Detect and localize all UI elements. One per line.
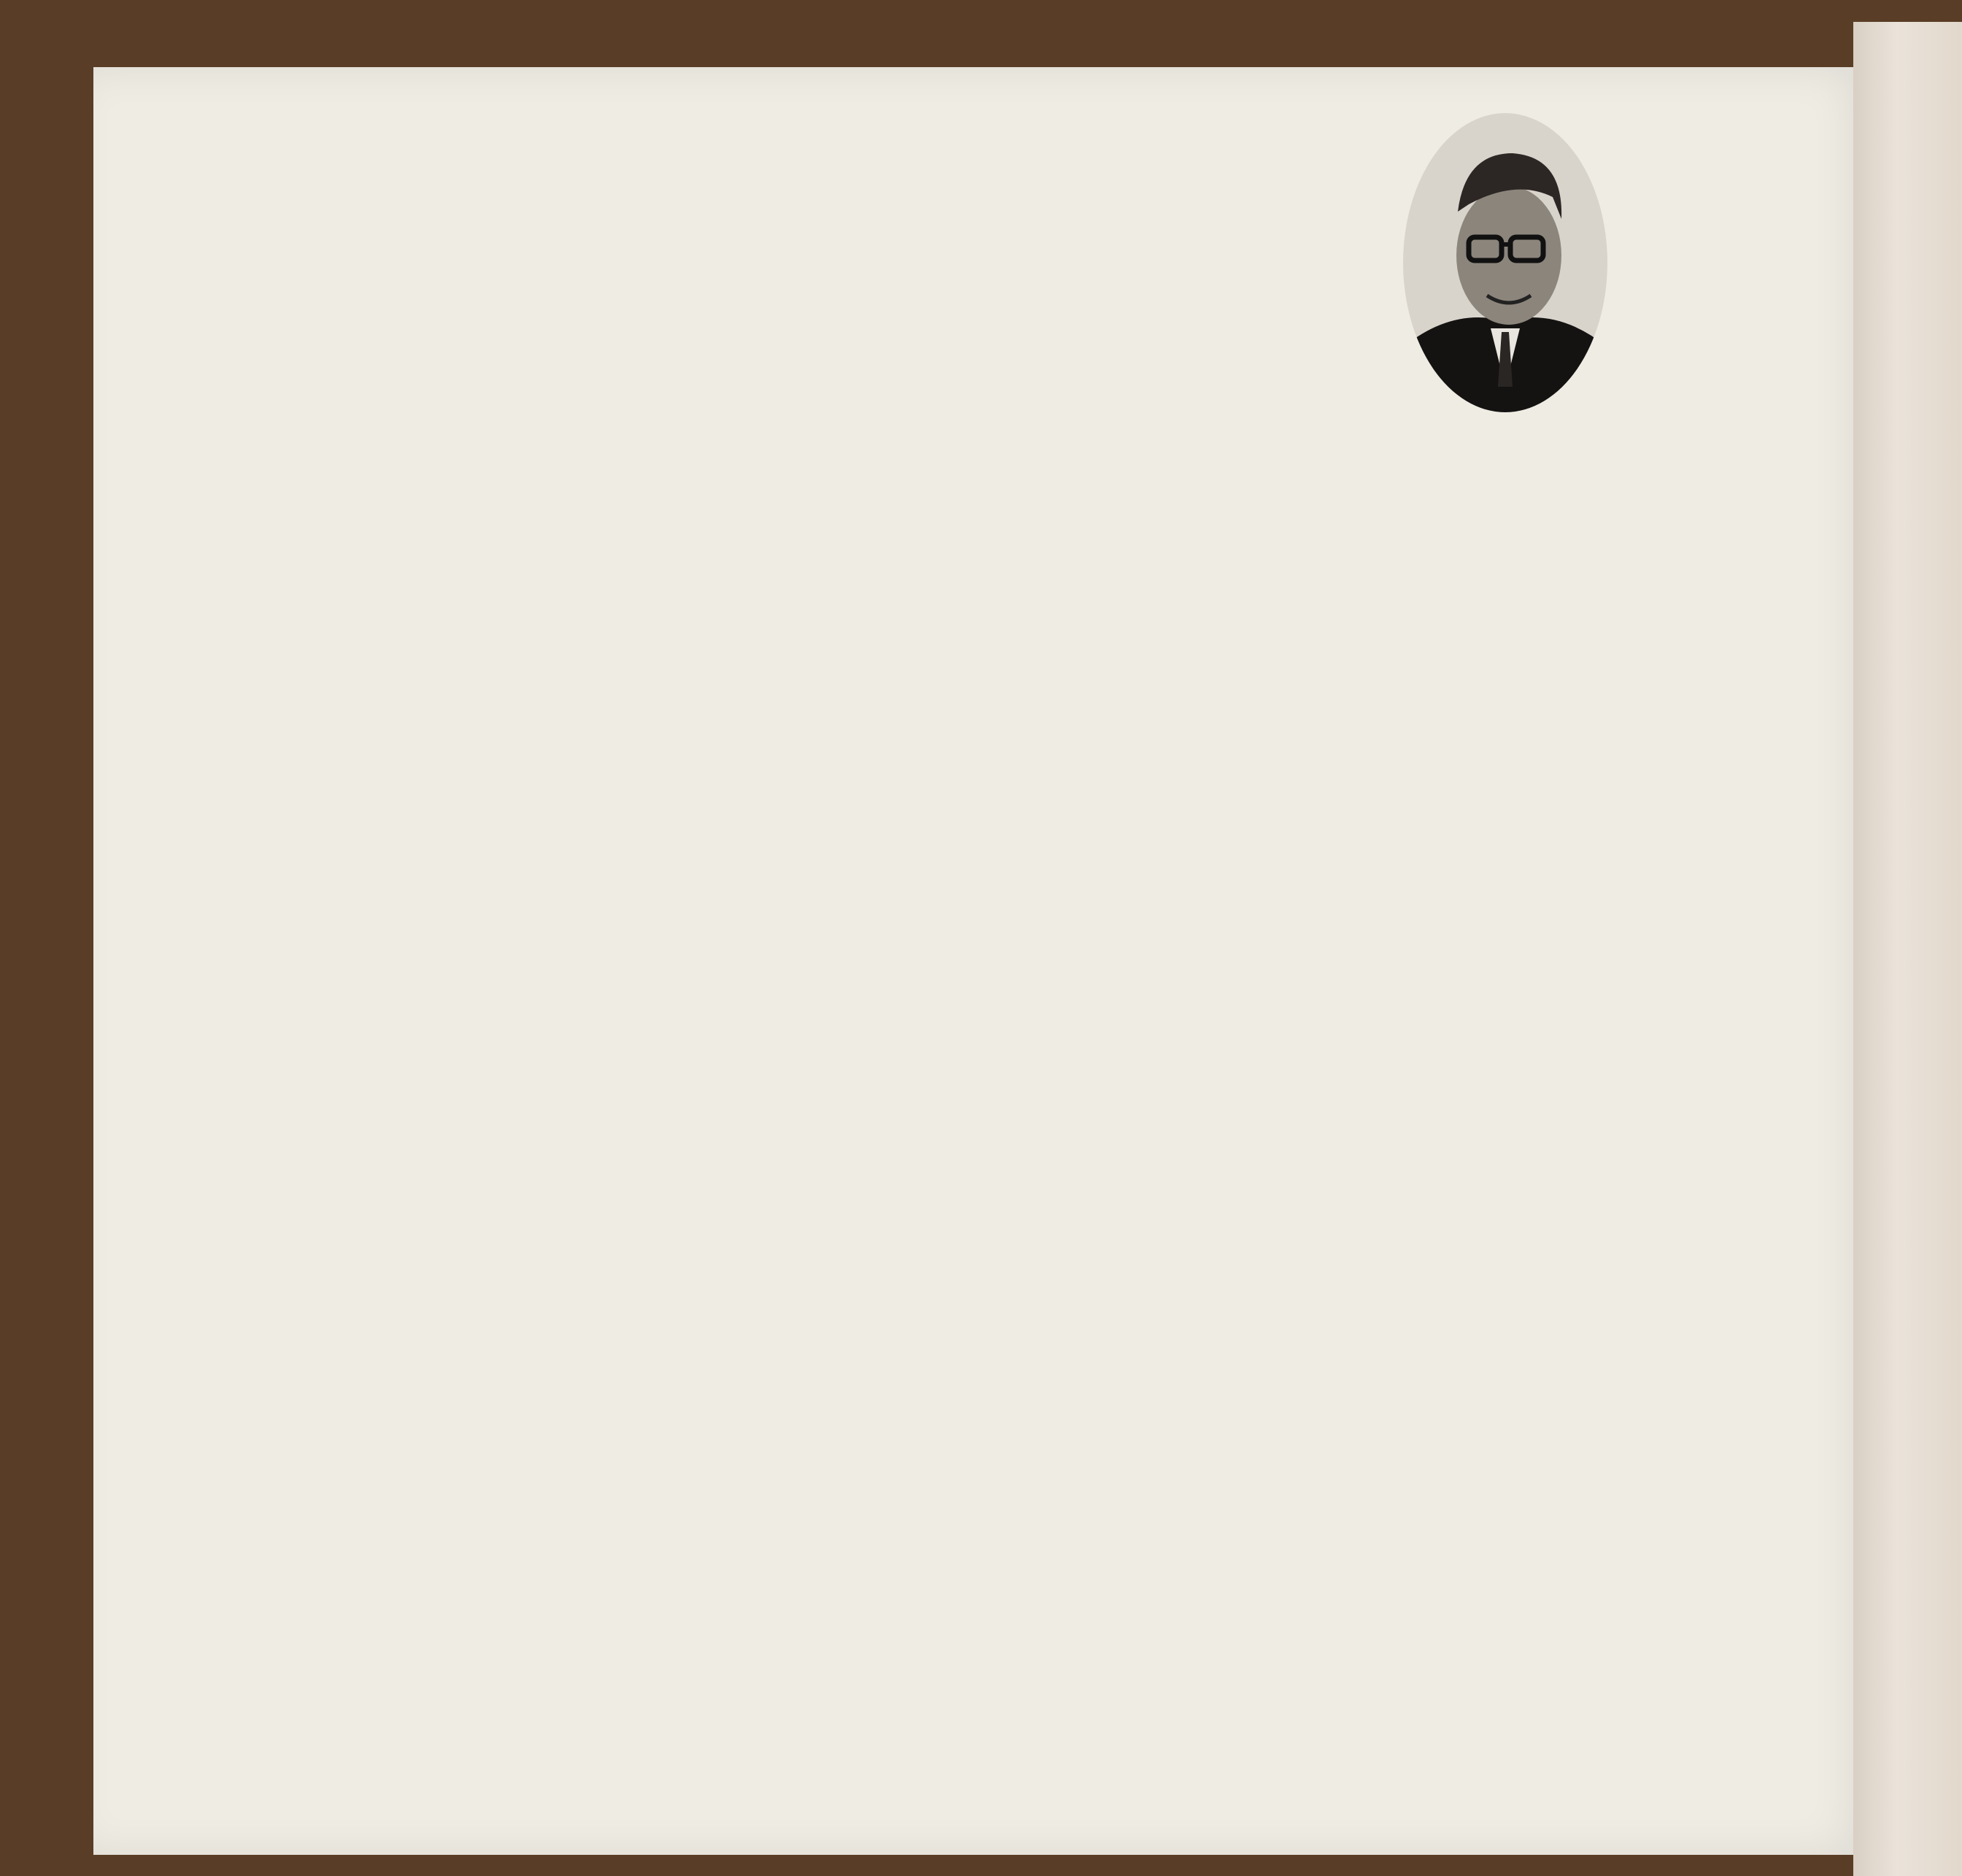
choreographer-portrait	[1399, 109, 1611, 416]
facing-page-edge	[1853, 22, 1962, 1876]
